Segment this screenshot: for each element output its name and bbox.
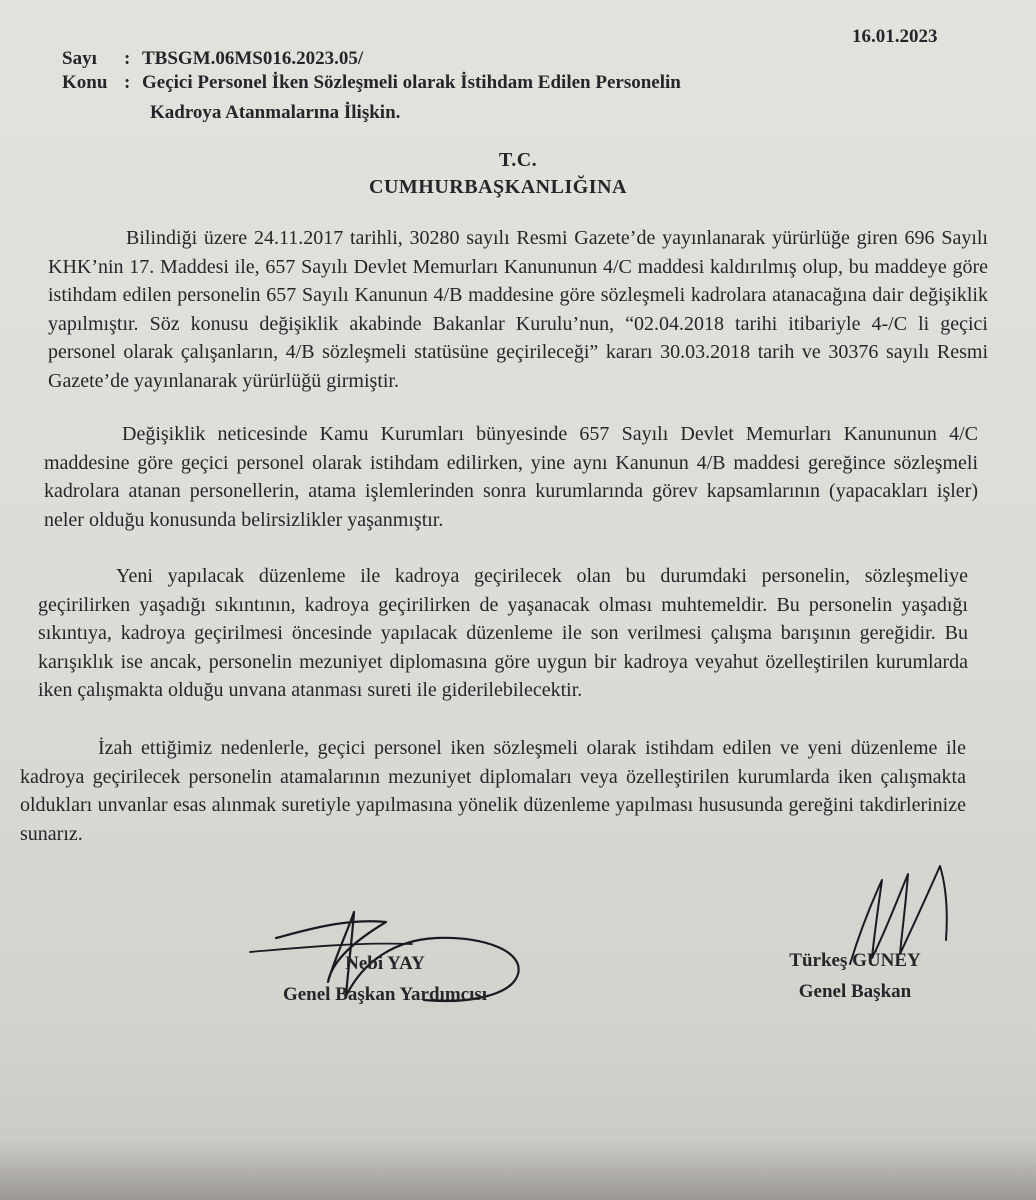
sayi-value: TBSGM.06MS016.2023.05/ <box>142 48 364 69</box>
addressee-tc: T.C. <box>498 149 538 171</box>
signatory-name-left: Nebi YAY <box>345 953 425 974</box>
sayi-colon: : <box>124 48 131 69</box>
document-date: 16.01.2023 <box>852 26 938 47</box>
konu-label: Konu <box>62 72 108 93</box>
konu-line-2: Kadroya Atanmalarına İlişkin. <box>150 102 401 123</box>
signatory-title-left: Genel Başkan Yardımcısı <box>282 984 488 1005</box>
signatory-title-right: Genel Başkan <box>798 981 912 1002</box>
signature-block-left <box>220 948 550 1010</box>
subject-row <box>62 71 681 95</box>
signatory-name-right: Türkeş GÜNEY <box>789 950 921 971</box>
body-paragraph-4: İzah ettiğimiz nedenlerle, geçici personel iken sözleşmeli olarak istihdam edilen ve yeni düzenleme ile kadroya geçirilecek personelin atamalarının mezuniyet diplomaları veya özelleştirilen kurumlarda iken çalışmakta oldukları unvanlar esas alınmak suretiyle yapılmasına yönelik düzenleme yapılması hususunda gereğini takdirlerinize sunarız. <box>20 737 966 845</box>
body-paragraph-2: Değişiklik neticesinde Kamu Kurumları bünyesinde 657 Sayılı Devlet Memurları Kanununun 4/C maddesine göre geçici personel olarak istihdam edilirken, yine aynı Kanunun 4/B maddesi gereğince sözleşmeli kadrolara atanan personellerin, atama işlemlerinden sonra kurumlarında görev kapsamlarının (yapacakları işler) neler olduğu konusunda belirsizlikler yaşanmıştır. <box>44 423 978 531</box>
konu-line-1: Geçici Personel İken Sözleşmeli olarak İstihdam Edilen Personelin <box>142 72 681 93</box>
konu-colon: : <box>124 72 131 93</box>
body-paragraph-3: Yeni yapılacak düzenleme ile kadroya geçirilecek olan bu durumdaki personelin, sözleşmeliye geçirilirken yaşadığı sıkıntının, kadroya geçirilirken de yaşanacak olması muhtemeldir. Bu personelin yaşadığı sıkıntıya, kadroya geçirilmesi öncesinde yapılacak düzenleme ile son verilmesi çalışma barışının gereğidir. Bu karışıklık ise ancak, personelin mezuniyet diplomasına göre uygun bir kadroya veyahut özelleştirilen kurumlarda iken çalışmakta olduğu unvana atanması sureti ile giderilebilecektir. <box>38 565 968 701</box>
sayi-label: Sayı <box>62 48 97 69</box>
reference-number-row <box>62 47 363 71</box>
addressee-presidency: CUMHURBAŞKANLIĞINA <box>369 176 627 198</box>
body-paragraph-1: Bilindiği üzere 24.11.2017 tarihli, 30280 sayılı Resmi Gazete’de yayınlanarak yürürlüğe giren 696 Sayılı KHK’nin 17. Maddesi ile, 657 Sayılı Devlet Memurları Kanununun 4/C maddesi kaldırılmış olup, bu maddeye göre istihdam edilen personelin 657 Sayılı Kanunun 4/B maddesine göre sözleşmeli kadrolara atanacağına dair değişiklik yapılmıştır. Söz konusu değişiklik akabinde Bakanlar Kurulu’nun, “02.04.2018 tarihi itibariyle 4-/C li geçici personel olarak çalışanların, 4/B sözleşmeli statüsüne geçirileceği” kararı 30.03.2018 tarih ve 30376 sayılı Resmi Gazete’de yayınlanarak yürürlüğü girmiştir. <box>48 227 988 392</box>
signature-block-right <box>740 945 970 1007</box>
